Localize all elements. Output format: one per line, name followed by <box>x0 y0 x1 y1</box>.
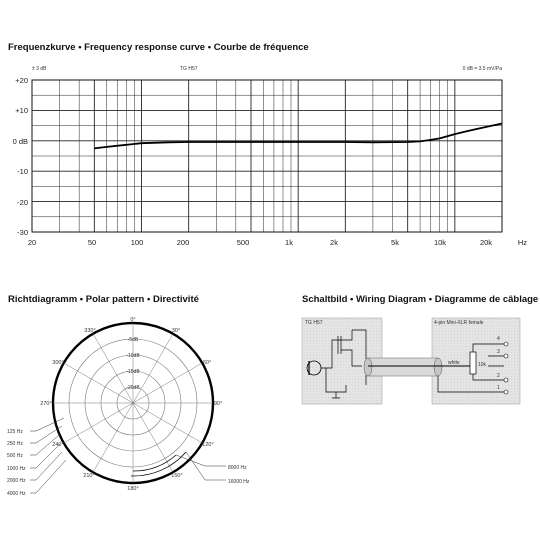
resistor-label: 10k <box>478 362 487 368</box>
x-tick-label: 50 <box>87 238 97 247</box>
x-tick-label: 10k <box>433 238 447 247</box>
polar-angle-label: 330° <box>84 328 96 334</box>
freq-model-label: TG H57 <box>180 66 198 72</box>
polar-angle-label: 240° <box>52 442 64 448</box>
x-tick-label: 5k <box>391 238 399 247</box>
polar-angle-label: 180° <box>127 486 139 492</box>
x-tick-label: 2k <box>330 238 338 247</box>
pin-label: 4 <box>497 336 500 342</box>
pin-icon <box>504 354 508 358</box>
polar-angle-label: 90° <box>213 401 223 407</box>
pin-icon <box>504 378 508 382</box>
legend-label-1000: 1000 Hz <box>7 466 26 472</box>
pin-icon <box>504 342 508 346</box>
y-tick-label: -20 <box>17 198 28 207</box>
freq-chart <box>13 66 528 247</box>
pin-label: 3 <box>497 349 500 355</box>
x-tick-label: 20 <box>27 238 37 247</box>
polar-angle-label: 120° <box>202 442 214 448</box>
x-tick-label: 500 <box>236 238 250 247</box>
cable-end <box>434 358 442 376</box>
polar-angle-label: 150° <box>171 473 183 479</box>
watermark-logo-icon <box>451 502 461 512</box>
polar-title: Richtdiagramm • Polar pattern • Directivité <box>8 294 199 305</box>
polar-ring-label: -10dB <box>126 353 140 359</box>
wiring-diagram <box>302 318 520 404</box>
legend-label-8000: 8000 Hz <box>228 465 247 471</box>
y-tick-label: +20 <box>15 76 28 85</box>
legend-label-2000: 2000 Hz <box>7 478 26 484</box>
freq-tolerance-label: ± 3 dB <box>32 66 47 72</box>
polar-angle-label: 30° <box>171 328 181 334</box>
cable-end <box>364 358 372 376</box>
polar-chart <box>7 317 250 497</box>
polar-angle-label: 300° <box>52 360 64 366</box>
polar-angle-label: 0° <box>130 317 136 323</box>
x-tick-label: 20k <box>479 238 493 247</box>
polar-ring-label: -5dB <box>127 337 139 343</box>
polar-ring-label: -15dB <box>126 369 140 375</box>
legend-label-500: 500 Hz <box>7 453 23 459</box>
pin-label: 1 <box>497 385 500 391</box>
watermark <box>434 500 537 530</box>
watermark-logo-icon <box>434 505 450 521</box>
legend-label-16000: 16000 Hz <box>228 479 250 485</box>
polar-angle-label: 60° <box>202 360 212 366</box>
x-unit-label: Hz <box>517 238 527 247</box>
cable-shield <box>366 358 438 376</box>
freq-grid <box>32 80 502 232</box>
wiring-title: Schaltbild • Wiring Diagram • Diagramme de câblage <box>302 294 539 305</box>
legend-label-4000: 4000 Hz <box>7 491 26 497</box>
polar-angle-label: 210° <box>83 473 95 479</box>
wire-color-label: white <box>448 360 460 366</box>
pin-label: 2 <box>497 373 500 379</box>
mic-box-label: TG H57 <box>305 320 323 326</box>
legend-label-250: 250 Hz <box>7 441 23 447</box>
freq-y-ticks <box>13 76 28 237</box>
freq-x-ticks <box>28 238 527 247</box>
freq-reference-label: 0 dB = 3.5 mV/Pa <box>462 66 502 72</box>
polar-angle-label: 270° <box>40 401 52 407</box>
x-tick-label: 200 <box>176 238 190 247</box>
x-tick-label: 100 <box>130 238 144 247</box>
x-tick-label: 1k <box>285 238 293 247</box>
freq-title: Frequenzkurve • Frequency response curve • Courbe de fréquence <box>8 42 309 53</box>
pin-icon <box>504 390 508 394</box>
y-tick-label: +10 <box>15 106 28 115</box>
y-tick-label: -10 <box>17 167 28 176</box>
watermark-text: Avito <box>462 500 538 530</box>
y-tick-label: 0 dB <box>12 137 28 146</box>
connector-box-label: 4-pin Mini-XLR female <box>434 320 484 326</box>
legend-label-125: 125 Hz <box>7 429 23 435</box>
polar-ring-label: -20dB <box>126 385 140 391</box>
resistor-icon <box>470 352 476 374</box>
watermark-logo-icon <box>448 517 456 525</box>
y-tick-label: -30 <box>17 228 28 237</box>
